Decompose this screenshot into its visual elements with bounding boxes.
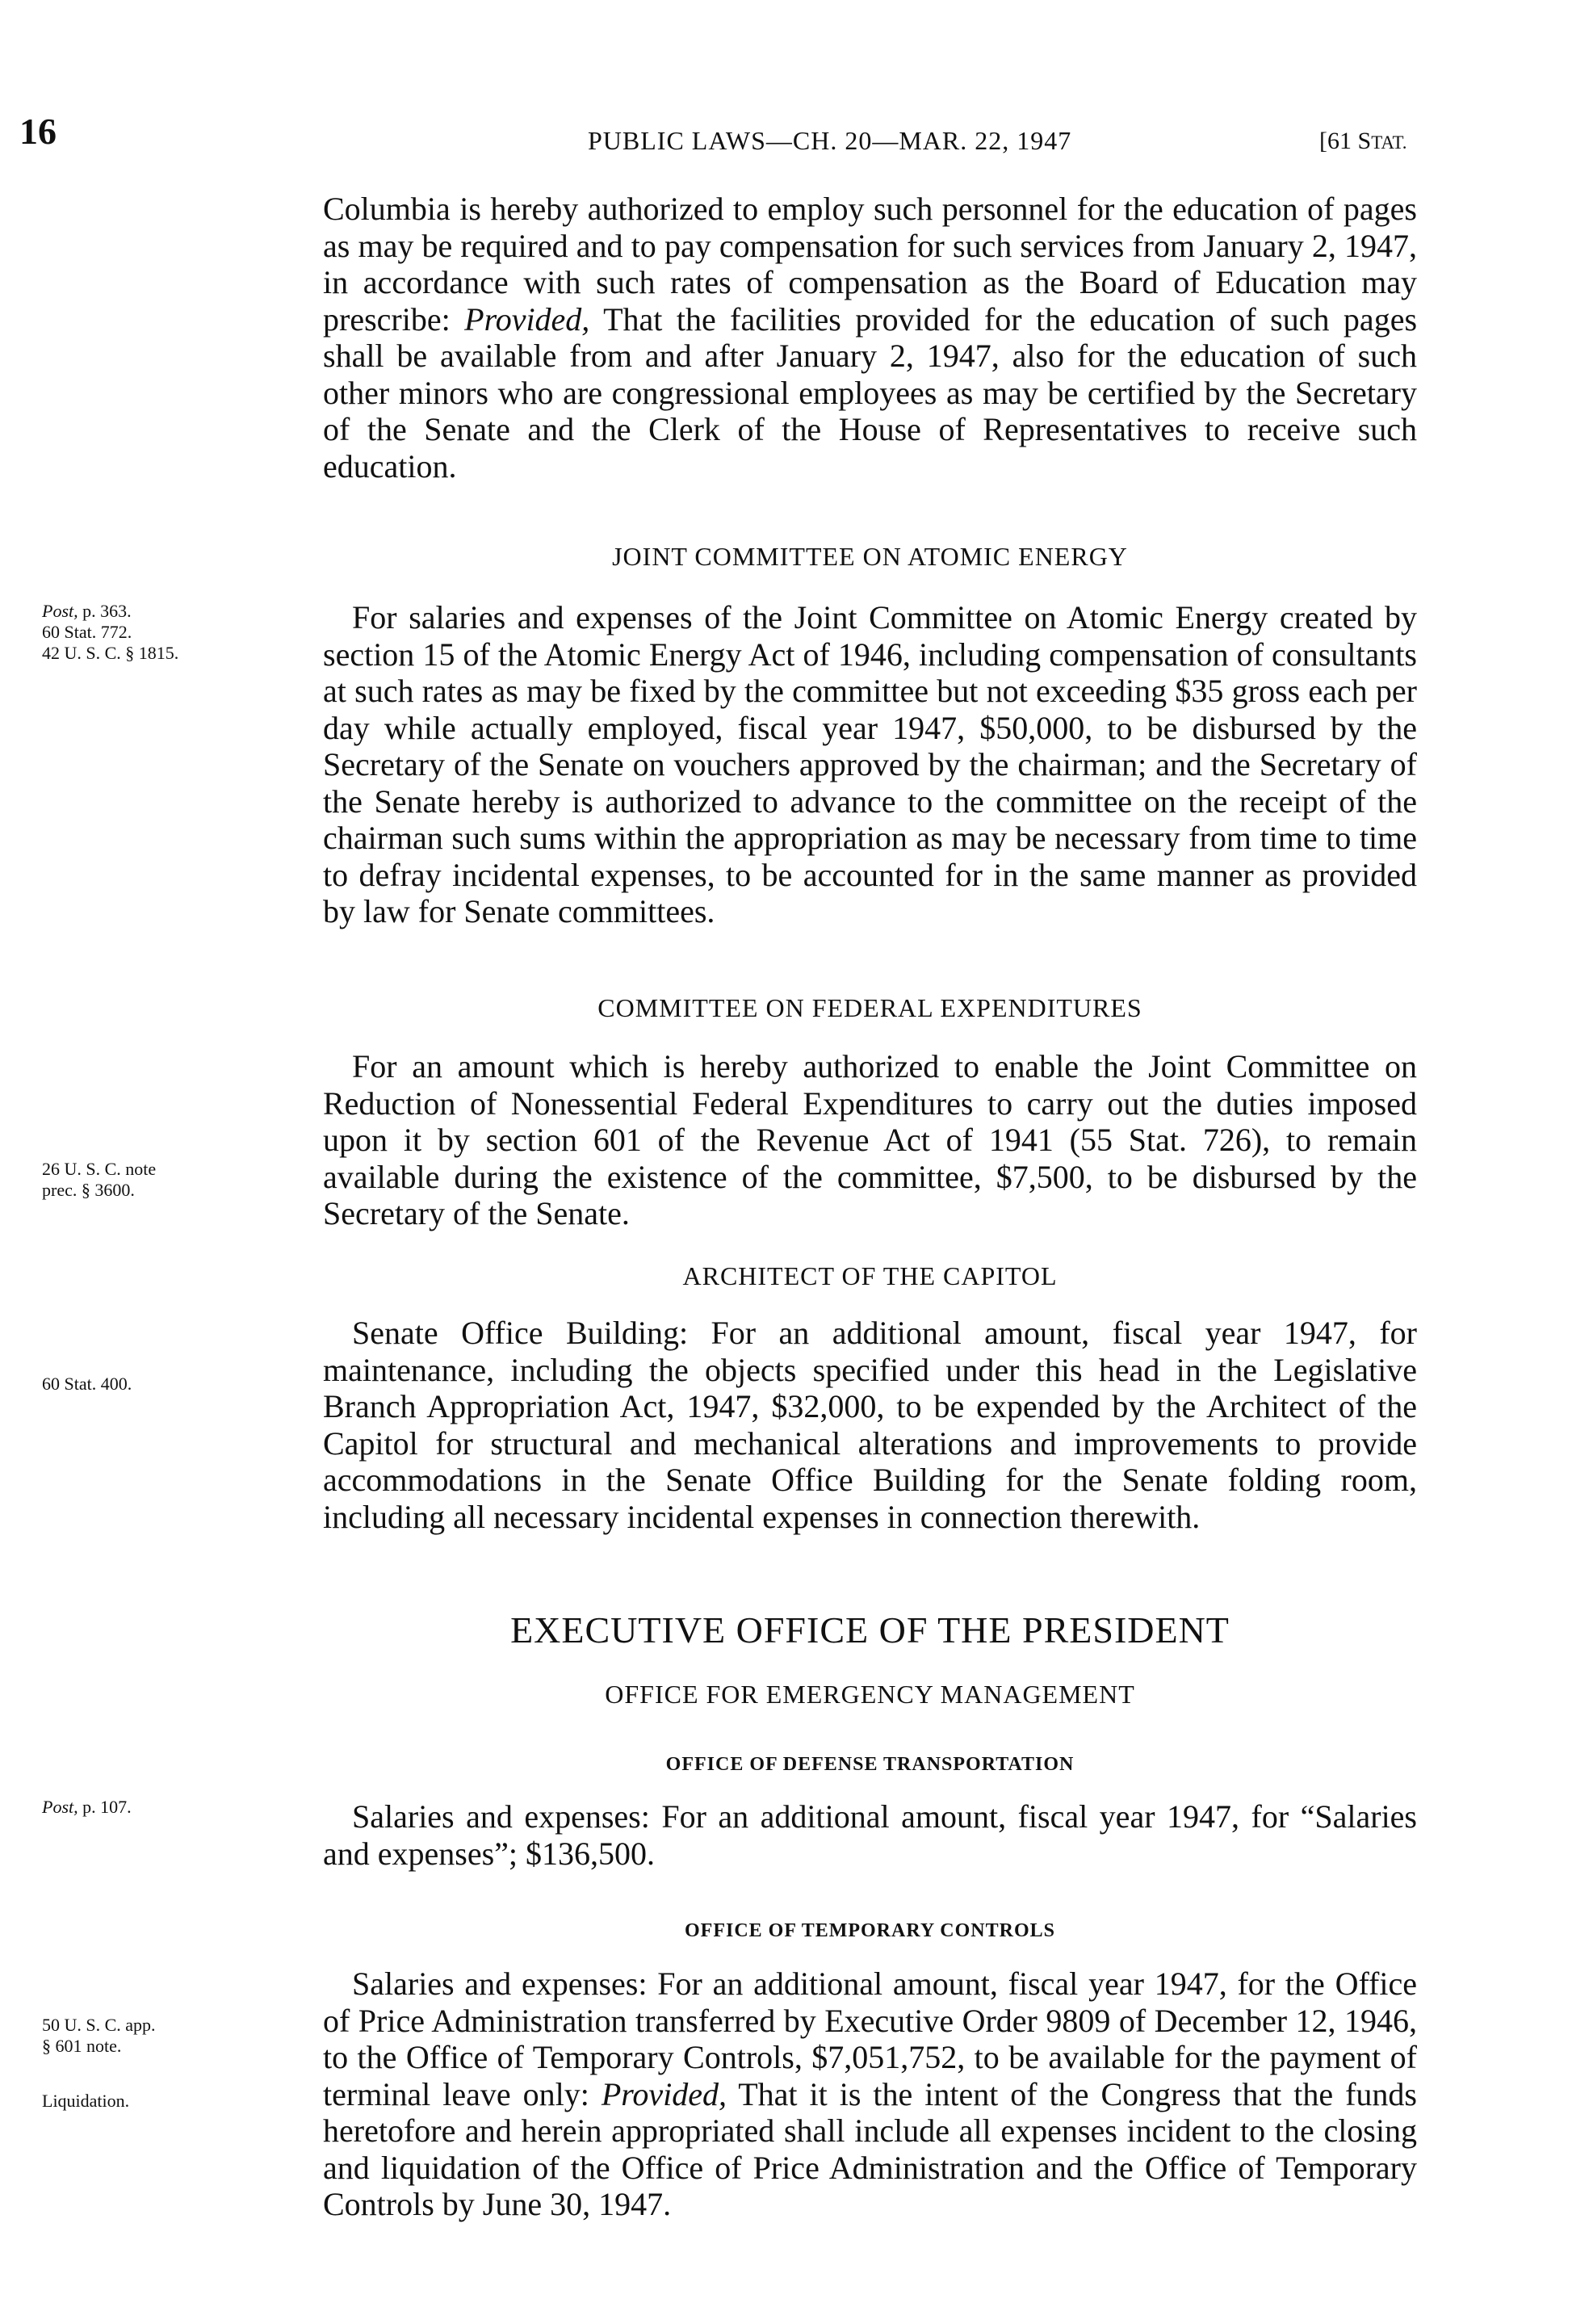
margin-note-text: 26 U. S. C. note	[42, 1159, 157, 1179]
margin-note-atomic-energy	[42, 601, 220, 664]
section-heading-emergency-management: OFFICE FOR EMERGENCY MANAGEMENT	[605, 1680, 1135, 1709]
statute-citation	[1319, 129, 1407, 153]
subsection-heading-defense-transportation: OFFICE OF DEFENSE TRANSPORTATION	[665, 1754, 1075, 1775]
subsection-heading-temporary-controls: OFFICE OF TEMPORARY CONTROLS	[685, 1920, 1055, 1941]
paragraph-federal-expenditures: For an amount which is hereby authorized to enable the Joint Committee on Reduction of Nonessential Federal Expenditures to carry out the duties imposed upon it by section 601 of the Revenue Act of 1941 (55 Stat. 726), to remain available during the existence of the committee, $7,500, to be disbursed by the Secretary of the Senate.	[323, 1048, 1417, 1231]
provided-clause-label: Provided,	[464, 300, 590, 338]
margin-note-architect-capitol	[42, 1374, 220, 1395]
margin-note-text: Post,	[42, 601, 78, 621]
margin-note-text: Liquidation.	[42, 2091, 130, 2111]
margin-note-text: prec. § 3600.	[42, 1180, 135, 1200]
running-head: PUBLIC LAWS—CH. 20—MAR. 22, 1947	[588, 126, 1072, 155]
margin-note-defense-transportation	[42, 1797, 220, 1818]
margin-note-text: § 601 note.	[42, 2036, 122, 2056]
margin-note-text: 50 U. S. C. app.	[42, 2015, 156, 2035]
section-heading-atomic-energy: JOINT COMMITTEE ON ATOMIC ENERGY	[612, 542, 1128, 571]
statute-citation-suffix: TAT.	[1371, 132, 1407, 153]
paragraph-text: Salaries and expenses: For an additional amount, fiscal year 1947, for the Office of Price Administration transferred by Executive Order 9809 of December 12, 1946, to the Office of Temporary Controls, $7,051,752, to be available for the payment of terminal leave only:	[323, 1965, 1417, 2112]
page-number: 16	[19, 111, 57, 152]
section-heading-architect-capitol: ARCHITECT OF THE CAPITOL	[682, 1261, 1058, 1290]
paragraph-atomic-energy: For salaries and expenses of the Joint Committee on Atomic Energy created by section 15 of the Atomic Energy Act of 1946, including compensation of consultants at such rates as may be fixed by the committee but not exceeding $35 gross each per day while actually employed, fiscal year 1947, $50,000, to be disbursed by the Secretary of the Senate on vouchers approved by the chairman; and the Secretary of the Senate hereby is authorized to advance to the committee on the receipt of the chairman such sums within the appropriation as may be necessary from time to time to defray incidental expenses, to be accounted for in the same manner as provided by law for Senate committees.	[323, 599, 1417, 929]
margin-note-text: 42 U. S. C. § 1815.	[42, 643, 179, 663]
paragraph-senate-office-building: Senate Office Building: For an additional amount, fiscal year 1947, for maintenance, including the objects specified under this head in the Legislative Branch Appropriation Act, 1947, $32,000, to be expended by the Architect of the Capitol for structural and mechanical alterations and improvements to provide accommodations in the Senate Office Building for the Senate folding room, including all necessary incidental expenses in connection therewith.	[323, 1315, 1417, 1535]
margin-note-liquidation	[42, 2091, 220, 2112]
provided-clause-label: Provided,	[601, 2075, 727, 2112]
margin-note-text: 60 Stat. 772.	[42, 622, 132, 642]
margin-note-text: p. 363.	[82, 601, 132, 621]
margin-note-federal-expenditures	[42, 1159, 220, 1201]
margin-note-text: 60 Stat. 400.	[42, 1374, 132, 1394]
margin-note-temporary-controls	[42, 2015, 220, 2057]
paragraph-education-of-pages	[323, 191, 1417, 485]
paragraph-text: Columbia is hereby authorized to employ such personnel for the education of pages as may be required and to pay compensation for such services from January 2, 1947, in accordance with such rates of compensation as the Board of Education may prescribe:	[323, 191, 1417, 338]
paragraph-temporary-controls	[323, 1965, 1417, 2223]
margin-note-text: p. 107.	[82, 1797, 132, 1817]
paragraph-text-continued: That the facilities provided for the education of such pages shall be available from and after January 2, 1947, also for the education of such other minors who are congressional employees as may be certified by the Secretary of the Senate and the Clerk of the House of Representatives to receive such education.	[323, 300, 1418, 485]
statute-citation-prefix: [61 S	[1319, 128, 1372, 154]
title-executive-office: EXECUTIVE OFFICE OF THE PRESIDENT	[510, 1609, 1230, 1651]
section-heading-federal-expenditures: COMMITTEE ON FEDERAL EXPENDITURES	[597, 993, 1142, 1022]
paragraph-text-continued: That it is the intent of the Congress that the funds heretofore and herein appropriated shall include all expenses incident to the closing and liquidation of the Office of Price Administration and the Office of Temporary Controls by June 30, 1947.	[323, 2075, 1417, 2222]
margin-note-text: Post,	[42, 1797, 78, 1817]
paragraph-defense-transportation: Salaries and expenses: For an additional amount, fiscal year 1947, for “Salaries and expenses”; $136,500.	[323, 1798, 1417, 1872]
